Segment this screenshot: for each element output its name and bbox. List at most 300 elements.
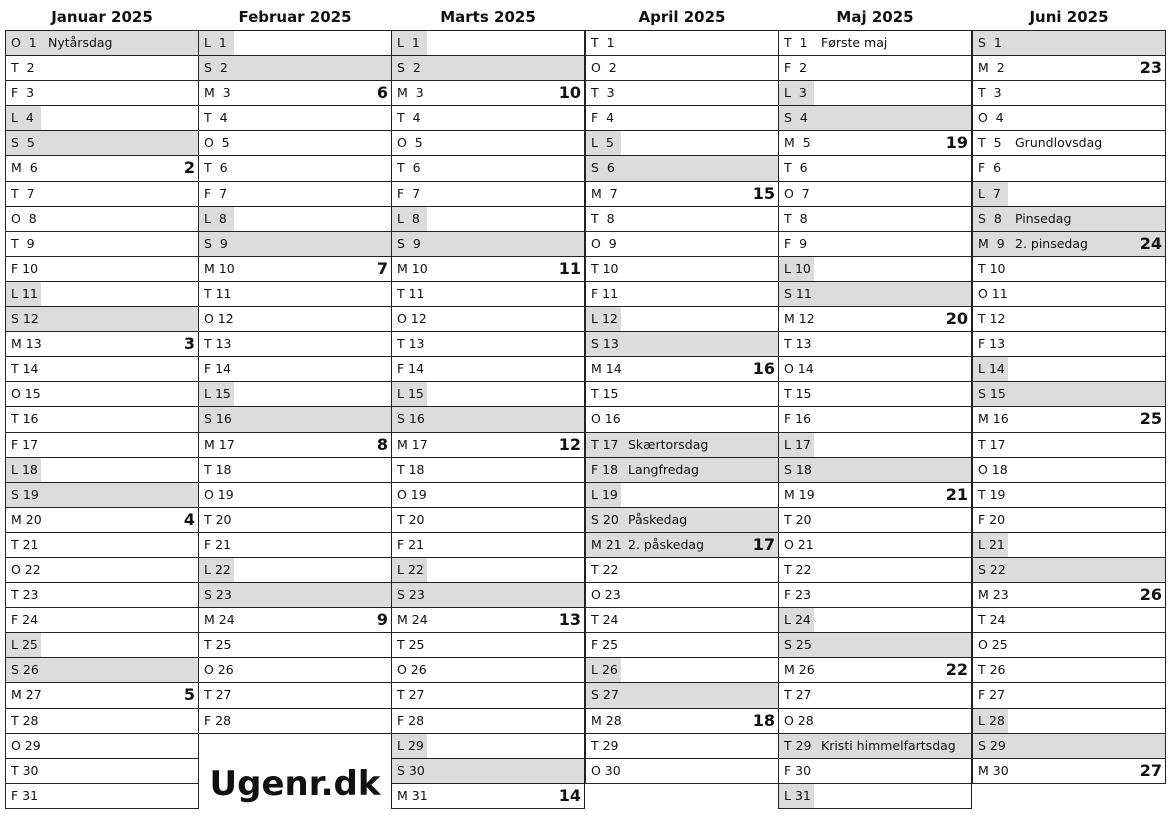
day-row: [6, 182, 198, 207]
day-row: [6, 156, 198, 181]
day-list: [778, 30, 972, 809]
day-row: [392, 759, 584, 784]
day-label: F 23: [784, 587, 812, 603]
day-label: S 5: [11, 135, 35, 151]
day-row: [392, 257, 584, 282]
day-label: T 30: [11, 762, 39, 778]
day-row: [586, 56, 778, 81]
day-row: [199, 182, 391, 207]
day-label: O 30: [591, 762, 621, 778]
week-number: 14: [558, 785, 581, 805]
day-label: M 6: [11, 160, 38, 176]
day-label: T 28: [11, 712, 39, 728]
day-label: S 4: [784, 110, 808, 126]
day-label: L 8: [199, 207, 234, 231]
day-label: O 12: [204, 311, 234, 327]
day-row: [199, 407, 391, 432]
day-label: S 30: [397, 762, 425, 778]
day-row: [973, 232, 1165, 257]
day-row: [973, 658, 1165, 683]
day-row: [392, 382, 584, 407]
day-label: L 18: [6, 458, 41, 482]
day-label: O 4: [978, 110, 1004, 126]
day-label: T 20: [204, 511, 232, 527]
day-label: T 26: [978, 662, 1006, 678]
day-label: M 26: [784, 662, 815, 678]
day-row: [973, 608, 1165, 633]
day-row: [199, 131, 391, 156]
day-row: [199, 106, 391, 131]
day-label: L 19: [586, 483, 621, 507]
day-row: [199, 583, 391, 608]
day-label: O 28: [784, 712, 814, 728]
holiday-name: Første maj: [821, 35, 888, 50]
day-label: M 2: [978, 60, 1005, 76]
day-row: [6, 583, 198, 608]
day-label: F 21: [204, 536, 232, 552]
day-label: L 14: [973, 357, 1008, 381]
day-row: [392, 533, 584, 558]
day-row: [586, 508, 778, 533]
day-row: [779, 784, 971, 809]
day-row: [586, 257, 778, 282]
day-row: [973, 433, 1165, 458]
day-label: L 4: [6, 106, 41, 130]
day-row: [779, 533, 971, 558]
day-label: L 15: [392, 382, 427, 406]
day-row: [6, 382, 198, 407]
day-label: L 8: [392, 207, 427, 231]
day-label: T 27: [204, 687, 232, 703]
day-row: [392, 282, 584, 307]
day-label: S 2: [397, 60, 421, 76]
day-row: [779, 182, 971, 207]
day-label: S 20: [591, 511, 619, 527]
day-label: S 16: [204, 411, 232, 427]
day-row: [973, 508, 1165, 533]
day-row: [392, 81, 584, 106]
month-column: [198, 0, 392, 734]
day-row: [973, 257, 1165, 282]
day-label: O 9: [591, 235, 617, 251]
month-title: Maj 2025: [836, 8, 914, 26]
day-label: F 14: [397, 361, 425, 377]
holiday-name: 2. pinsedag: [1015, 235, 1088, 251]
day-row: [586, 407, 778, 432]
day-label: T 3: [591, 85, 615, 101]
day-row: [586, 131, 778, 156]
month-column: [778, 0, 972, 809]
day-label: S 2: [204, 60, 228, 76]
month-column: [585, 0, 779, 784]
day-row: [392, 232, 584, 257]
day-row: [973, 734, 1165, 759]
day-label: S 29: [978, 737, 1006, 753]
month-title: April 2025: [638, 8, 726, 26]
day-label: T 17: [978, 436, 1006, 452]
day-label: M 23: [978, 587, 1009, 603]
day-row: [586, 156, 778, 181]
day-label: S 15: [978, 386, 1006, 402]
day-row: [586, 433, 778, 458]
day-row: [973, 382, 1165, 407]
week-number: 25: [1139, 409, 1162, 429]
day-row: [199, 458, 391, 483]
day-label: T 6: [784, 160, 808, 176]
day-label: O 11: [978, 285, 1008, 301]
week-number: 12: [558, 434, 581, 454]
day-row: [973, 56, 1165, 81]
day-row: [6, 357, 198, 382]
day-label: F 20: [978, 511, 1006, 527]
day-label: L 10: [779, 257, 814, 281]
day-row: [779, 332, 971, 357]
day-row: [6, 608, 198, 633]
day-label: O 19: [204, 486, 234, 502]
day-label: S 19: [11, 486, 39, 502]
day-row: [392, 608, 584, 633]
day-label: T 4: [397, 110, 421, 126]
day-label: T 7: [11, 185, 35, 201]
week-number: 27: [1139, 760, 1162, 780]
day-row: [199, 608, 391, 633]
day-row: [779, 558, 971, 583]
day-list: [5, 30, 199, 809]
day-row: [779, 407, 971, 432]
day-row: [973, 332, 1165, 357]
day-label: T 18: [204, 461, 232, 477]
day-row: [199, 257, 391, 282]
day-label: O 26: [397, 662, 427, 678]
day-row: [199, 31, 391, 56]
day-label: T 15: [784, 386, 812, 402]
day-row: [6, 784, 198, 809]
day-row: [779, 257, 971, 282]
day-row: [199, 307, 391, 332]
day-label: O 5: [397, 135, 423, 151]
day-label: S 27: [591, 687, 619, 703]
day-label: F 14: [204, 361, 232, 377]
day-label: T 5: [978, 135, 1002, 151]
day-label: F 16: [784, 411, 812, 427]
day-label: O 1: [11, 35, 37, 50]
day-row: [973, 633, 1165, 658]
day-label: T 25: [204, 637, 232, 653]
day-row: [586, 658, 778, 683]
day-row: [973, 156, 1165, 181]
day-row: [6, 282, 198, 307]
day-row: [199, 332, 391, 357]
day-label: F 31: [11, 787, 39, 803]
day-row: [6, 734, 198, 759]
day-label: L 1: [199, 31, 234, 55]
day-row: [973, 558, 1165, 583]
day-row: [199, 483, 391, 508]
day-label: F 25: [591, 637, 619, 653]
day-label: M 12: [784, 311, 815, 327]
day-label: S 6: [591, 160, 615, 176]
day-label: T 16: [11, 411, 39, 427]
week-number: 17: [752, 534, 775, 554]
day-label: F 28: [204, 712, 232, 728]
week-number: 18: [752, 710, 775, 730]
day-label: F 18: [591, 461, 619, 477]
day-row: [779, 307, 971, 332]
day-row: [6, 683, 198, 708]
day-row: [199, 633, 391, 658]
day-row: [586, 458, 778, 483]
week-number: 5: [183, 685, 195, 705]
day-label: L 15: [199, 382, 234, 406]
day-row: [6, 106, 198, 131]
day-label: S 1: [978, 35, 1002, 50]
day-row: [586, 106, 778, 131]
day-row: [586, 182, 778, 207]
day-label: O 8: [11, 210, 37, 226]
day-label: F 13: [978, 336, 1006, 352]
day-row: [6, 433, 198, 458]
day-row: [392, 332, 584, 357]
day-row: [779, 658, 971, 683]
day-row: [6, 257, 198, 282]
day-row: [779, 608, 971, 633]
day-row: [199, 56, 391, 81]
day-row: [199, 683, 391, 708]
day-label: S 22: [978, 561, 1006, 577]
day-label: S 11: [784, 285, 812, 301]
day-label: S 23: [397, 587, 425, 603]
day-row: [199, 709, 391, 734]
month-column: [5, 0, 199, 809]
day-row: [779, 282, 971, 307]
day-label: T 24: [591, 612, 619, 628]
day-row: [779, 483, 971, 508]
week-number: 26: [1139, 585, 1162, 605]
day-label: L 17: [779, 433, 814, 457]
day-label: M 24: [397, 612, 428, 628]
day-label: M 21: [591, 536, 622, 552]
day-row: [779, 31, 971, 56]
week-number: 8: [376, 434, 388, 454]
holiday-name: Grundlovsdag: [1015, 135, 1103, 151]
day-row: [779, 433, 971, 458]
day-row: [973, 182, 1165, 207]
day-row: [6, 558, 198, 583]
day-row: [6, 508, 198, 533]
day-label: T 17: [591, 436, 619, 452]
day-row: [779, 583, 971, 608]
day-label: L 11: [6, 282, 41, 306]
day-row: [392, 106, 584, 131]
day-row: [6, 307, 198, 332]
day-label: L 1: [392, 31, 427, 55]
day-row: [6, 759, 198, 784]
day-row: [779, 106, 971, 131]
day-label: T 13: [204, 336, 232, 352]
day-row: [586, 357, 778, 382]
holiday-name: Skærtorsdag: [628, 436, 709, 452]
day-row: [6, 131, 198, 156]
day-row: [6, 56, 198, 81]
week-number: 3: [183, 334, 195, 354]
day-label: T 27: [397, 687, 425, 703]
day-label: M 17: [204, 436, 235, 452]
day-label: M 10: [397, 260, 428, 276]
day-row: [6, 533, 198, 558]
day-row: [199, 207, 391, 232]
day-label: S 9: [204, 235, 228, 251]
day-label: M 17: [397, 436, 428, 452]
day-row: [973, 207, 1165, 232]
day-row: [779, 56, 971, 81]
day-label: S 25: [784, 637, 812, 653]
day-row: [586, 709, 778, 734]
day-row: [199, 81, 391, 106]
day-row: [779, 709, 971, 734]
day-label: M 9: [978, 235, 1005, 251]
month-title: Januar 2025: [51, 8, 153, 26]
week-number: 7: [376, 258, 388, 278]
day-row: [392, 458, 584, 483]
day-row: [779, 508, 971, 533]
month-title: Juni 2025: [1029, 8, 1109, 26]
day-label: F 7: [397, 185, 421, 201]
day-row: [392, 658, 584, 683]
day-row: [586, 759, 778, 784]
day-label: L 5: [586, 131, 621, 155]
day-row: [586, 633, 778, 658]
day-row: [973, 583, 1165, 608]
day-row: [586, 734, 778, 759]
day-label: T 20: [784, 511, 812, 527]
day-row: [973, 458, 1165, 483]
logo-text: Ugenr.dk: [209, 764, 381, 804]
holiday-name: Pinsedag: [1015, 210, 1072, 226]
day-row: [392, 709, 584, 734]
day-row: [392, 207, 584, 232]
day-label: L 31: [779, 784, 814, 808]
day-row: [973, 307, 1165, 332]
day-row: [199, 282, 391, 307]
week-number: 13: [558, 610, 581, 630]
day-label: F 6: [978, 160, 1002, 176]
day-label: S 26: [11, 662, 39, 678]
day-row: [6, 633, 198, 658]
holiday-name: 2. påskedag: [628, 536, 705, 552]
day-label: T 22: [784, 561, 812, 577]
day-label: L 29: [392, 734, 427, 758]
week-number: 21: [945, 484, 968, 504]
day-row: [392, 433, 584, 458]
day-list: [391, 30, 585, 809]
week-number: 4: [183, 509, 195, 529]
day-label: O 16: [591, 411, 621, 427]
week-number: 11: [558, 258, 581, 278]
day-label: F 21: [397, 536, 425, 552]
day-label: T 21: [11, 536, 39, 552]
day-label: O 18: [978, 461, 1008, 477]
day-label: T 22: [591, 561, 619, 577]
day-row: [586, 207, 778, 232]
day-label: T 3: [978, 85, 1002, 101]
day-row: [6, 658, 198, 683]
day-list: [585, 30, 779, 784]
day-row: [6, 458, 198, 483]
day-row: [779, 232, 971, 257]
day-label: T 2: [11, 60, 35, 76]
day-row: [779, 382, 971, 407]
day-list: [198, 30, 392, 734]
day-row: [586, 483, 778, 508]
day-row: [586, 683, 778, 708]
day-label: S 12: [11, 311, 39, 327]
day-row: [392, 182, 584, 207]
day-label: M 5: [784, 135, 811, 151]
day-row: [392, 357, 584, 382]
day-label: L 22: [199, 558, 234, 582]
day-label: M 27: [11, 687, 42, 703]
day-row: [586, 31, 778, 56]
day-label: T 11: [397, 285, 425, 301]
day-label: T 14: [11, 361, 39, 377]
day-row: [392, 508, 584, 533]
day-row: [586, 533, 778, 558]
day-row: [779, 81, 971, 106]
day-label: F 17: [11, 436, 39, 452]
day-row: [779, 357, 971, 382]
day-label: M 31: [397, 787, 428, 803]
day-row: [973, 282, 1165, 307]
day-row: [199, 382, 391, 407]
day-row: [392, 131, 584, 156]
day-row: [6, 207, 198, 232]
month-title: Februar 2025: [238, 8, 352, 26]
day-label: T 24: [978, 612, 1006, 628]
day-label: O 14: [784, 361, 814, 377]
day-label: T 13: [784, 336, 812, 352]
day-label: M 20: [11, 511, 42, 527]
day-label: M 24: [204, 612, 235, 628]
holiday-name: Nytårsdag: [48, 35, 113, 50]
day-label: O 23: [591, 587, 621, 603]
day-label: L 22: [392, 558, 427, 582]
week-number: 15: [752, 183, 775, 203]
day-label: T 11: [204, 285, 232, 301]
day-row: [779, 458, 971, 483]
day-row: [6, 81, 198, 106]
day-row: [392, 407, 584, 432]
day-label: O 12: [397, 311, 427, 327]
day-label: M 16: [978, 411, 1009, 427]
day-label: L 25: [6, 633, 41, 657]
day-label: F 30: [784, 762, 812, 778]
day-row: [779, 759, 971, 784]
day-label: L 26: [586, 658, 621, 682]
day-list: [972, 30, 1166, 784]
day-row: [586, 307, 778, 332]
day-row: [586, 232, 778, 257]
week-number: 23: [1139, 58, 1162, 78]
day-row: [973, 131, 1165, 156]
day-row: [586, 282, 778, 307]
day-label: F 9: [784, 235, 808, 251]
day-row: [199, 232, 391, 257]
day-row: [392, 558, 584, 583]
day-label: T 10: [591, 260, 619, 276]
day-row: [586, 608, 778, 633]
day-row: [973, 709, 1165, 734]
day-label: T 25: [397, 637, 425, 653]
